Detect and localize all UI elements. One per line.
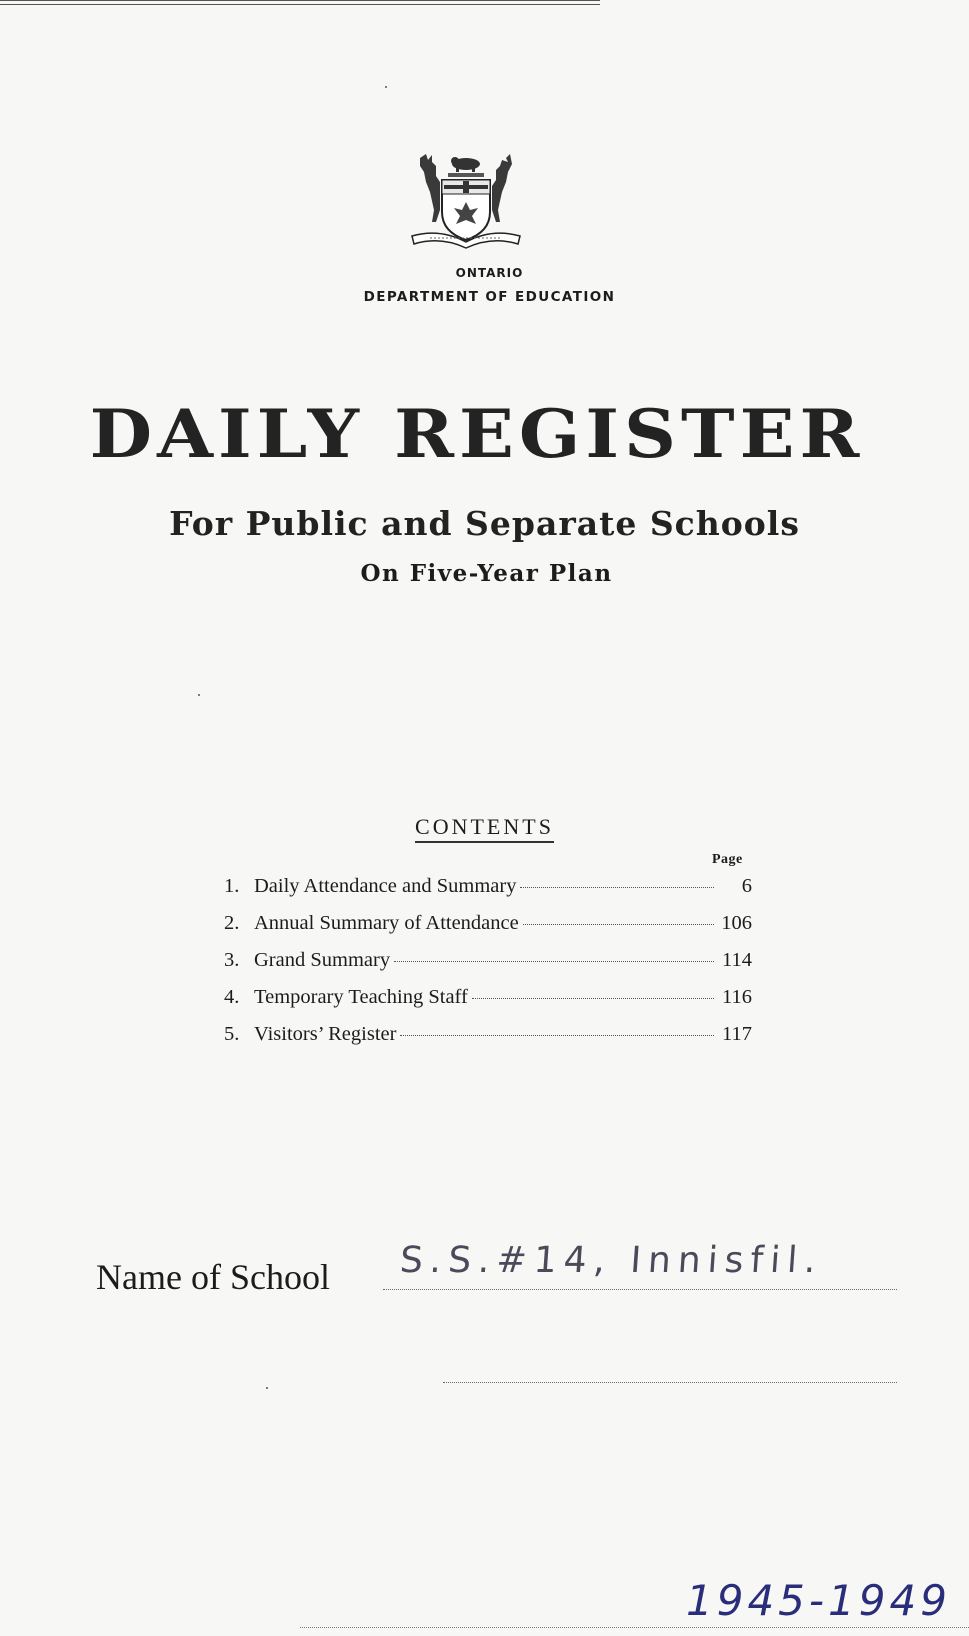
school-name-second-line [443, 1382, 897, 1383]
document-subtitle: For Public and Separate Schools [169, 504, 800, 543]
toc-item-number: 2. [224, 912, 240, 934]
bottom-dotted-line [300, 1627, 969, 1628]
province-label: ONTARIO [455, 266, 524, 280]
toc-item-page: 114 [722, 949, 752, 971]
toc-dot-leader [472, 998, 714, 999]
school-name-line [383, 1289, 897, 1290]
toc-item-title: Annual Summary of Attendance [254, 912, 519, 934]
school-name-label: Name of School [96, 1257, 330, 1297]
toc-item [224, 1023, 752, 1060]
toc-item [224, 912, 752, 949]
toc-item [224, 949, 752, 986]
toc-item-page: 106 [721, 912, 752, 934]
page-column-header: Page [712, 852, 743, 867]
toc-item-page: 117 [722, 1023, 752, 1045]
paper-speck [385, 86, 387, 88]
paper-speck [266, 1387, 268, 1389]
toc-item-title: Daily Attendance and Summary [254, 875, 517, 897]
toc-item-number: 4. [224, 986, 240, 1008]
school-name-handwritten: S.S.#14, Innisfil. [398, 1240, 825, 1281]
toc-dot-leader [400, 1035, 714, 1036]
toc-item-title: Visitors’ Register [254, 1023, 397, 1045]
paper-speck [198, 694, 200, 696]
contents-heading [0, 814, 969, 840]
toc-item-title: Grand Summary [254, 949, 391, 971]
toc-item-number: 3. [224, 949, 240, 971]
toc-dot-leader [394, 961, 714, 962]
ontario-coat-of-arms-icon [410, 152, 522, 252]
document-title: DAILY REGISTER [89, 394, 865, 473]
toc-item [224, 875, 752, 912]
toc-item-title: Temporary Teaching Staff [254, 986, 468, 1008]
toc-item-number: 1. [224, 875, 240, 897]
department-label: DEPARTMENT OF EDUCATION [363, 289, 616, 305]
table-of-contents [224, 875, 752, 1060]
toc-dot-leader [520, 887, 714, 888]
toc-item-page: 116 [722, 986, 752, 1008]
top-border-rule [0, 0, 600, 5]
plan-label: On Five-Year Plan [360, 560, 613, 587]
toc-item-number: 5. [224, 1023, 240, 1045]
toc-item [224, 986, 752, 1023]
years-handwritten: 1945-1949 [686, 1576, 951, 1625]
toc-dot-leader [523, 924, 714, 925]
contents-heading-text: CONTENTS [415, 814, 554, 843]
toc-item-page: 6 [741, 875, 752, 897]
